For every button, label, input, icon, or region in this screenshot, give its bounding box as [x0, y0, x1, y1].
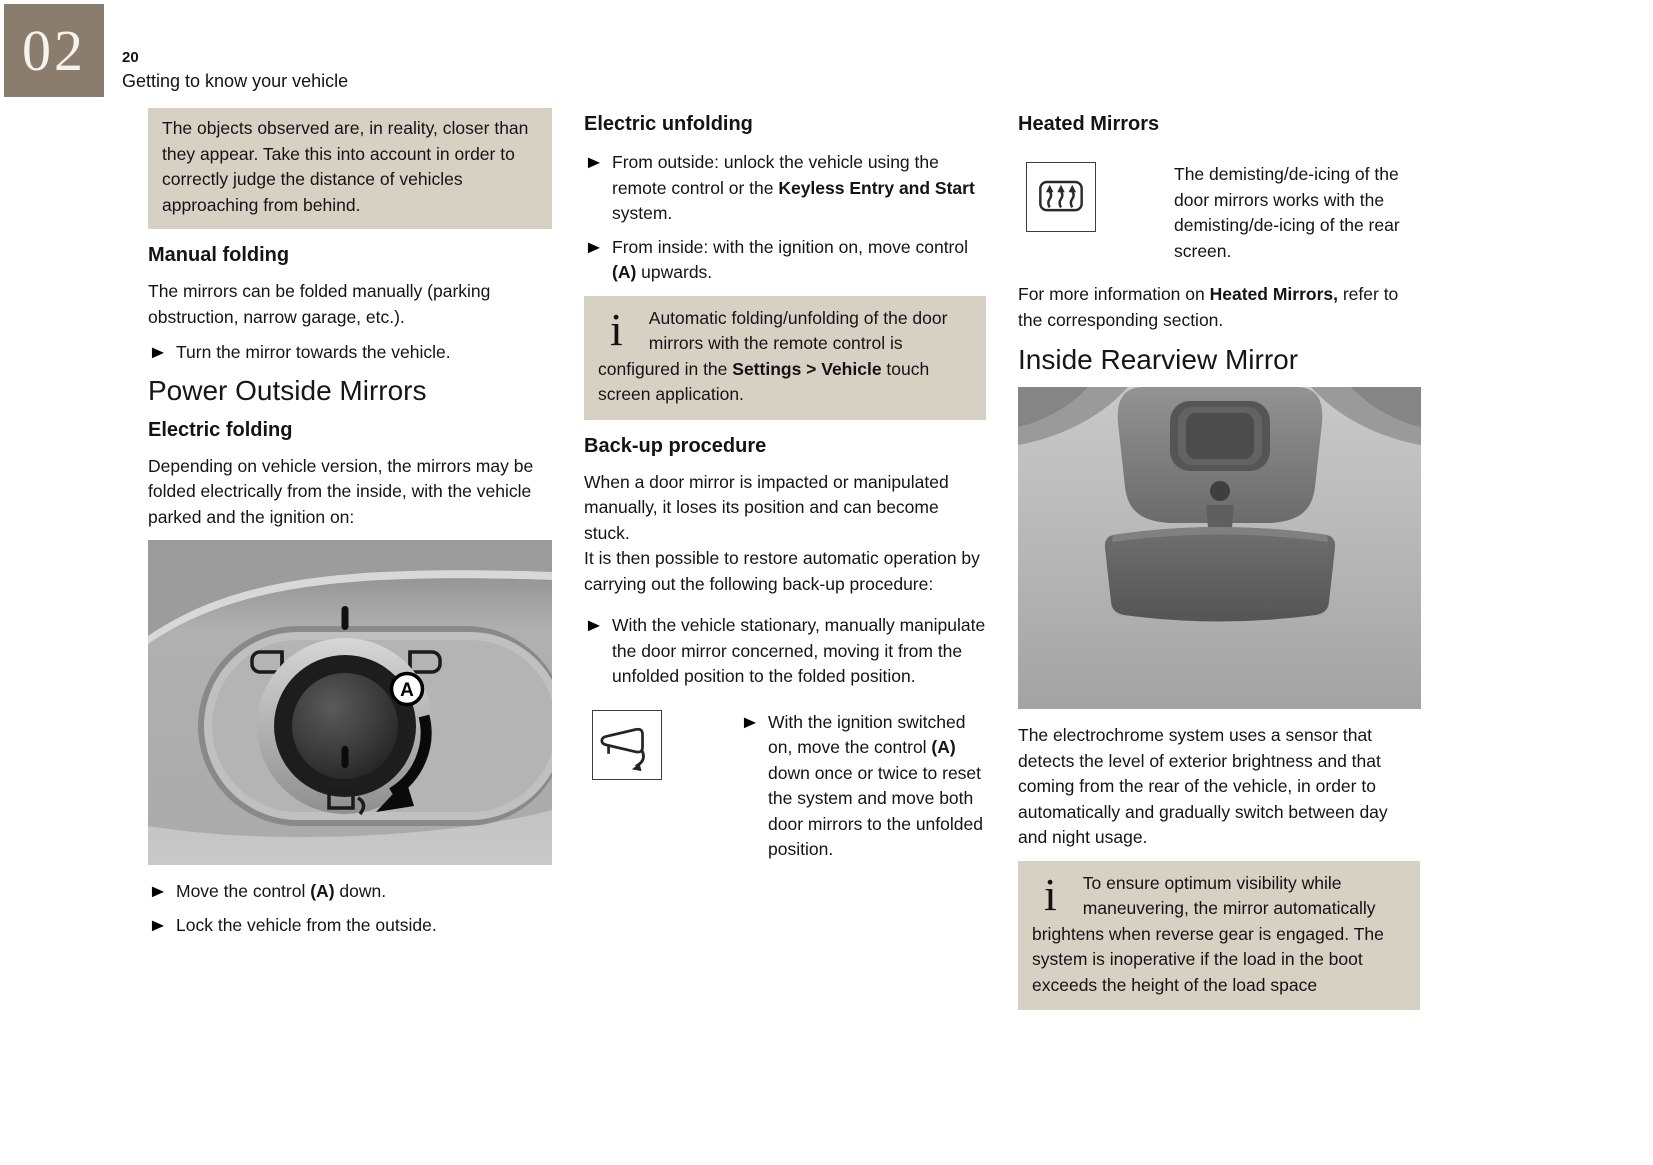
column-middle [584, 108, 986, 863]
step-text-part: From inside: with the ignition on, move control [612, 236, 968, 257]
step-item [148, 340, 552, 366]
column-right [1018, 108, 1420, 1024]
rearview-mirror-image [1018, 387, 1420, 709]
warning-note-text: The objects observed are, in reality, closer than they appear. Take this into account in order to correctly judge the distance of vehicles approaching from behind. [162, 118, 529, 215]
info-text-part: Automatic folding/unfolding of the door mirrors with the remote control is configured in the [598, 307, 948, 379]
info-note-box [584, 296, 986, 420]
chapter-number-badge [4, 4, 104, 97]
rearview-mirror-photo-illustration [1018, 387, 1421, 709]
info-text-part: touch screen application. [598, 358, 930, 404]
para-text-part: For more information on [1018, 284, 1210, 304]
heading-electric-unfolding: Electric unfolding [584, 113, 753, 135]
heading-backup-procedure: Back-up procedure [584, 434, 767, 457]
step-text [612, 150, 986, 227]
step-item [148, 913, 552, 939]
step-text-part: down. [334, 881, 387, 901]
heated-mirrors-more-info [1018, 282, 1420, 333]
manual-folding-intro: The mirrors can be folded manually (parking obstruction, narrow garage, etc.). [148, 281, 491, 327]
step-arrow-icon: ► [148, 342, 168, 362]
heading-electric-folding: Electric folding [148, 418, 293, 441]
step-text-bold: Keyless Entry and Start [778, 177, 975, 198]
para-text-bold: Heated Mirrors, [1209, 284, 1338, 304]
info-note-text: To ensure optimum visibility while maneuvering, the mirror automatically brightens when reverse gear is engaged. The system is inoperative if the load in the boot exceeds the height of the load space [1032, 872, 1384, 995]
step-item [584, 235, 986, 286]
step-text: With the vehicle stationary, manually manipulate the door mirror concerned, moving it from the unfolded position to the folded position. [612, 615, 986, 686]
step-arrow-icon: ► [584, 236, 604, 257]
step-text-part: down once or twice to reset the system and move both door mirrors to the unfolded position. [768, 762, 983, 859]
control-a-label: A [400, 680, 414, 701]
step-item [584, 613, 986, 690]
column-left [148, 108, 552, 946]
step-arrow-icon: ► [148, 914, 168, 935]
heading-power-outside-mirrors: Power Outside Mirrors [148, 374, 427, 406]
step-item [584, 150, 986, 227]
info-icon: i [610, 303, 623, 355]
step-arrow-icon: ► [740, 711, 760, 732]
page-number: 20 [122, 49, 139, 66]
step-text-bold: (A) [310, 881, 335, 901]
info-text-bold: Settings > Vehicle [732, 358, 882, 379]
step-text-part: From outside: unlock the vehicle using the remote control or the [612, 152, 939, 198]
chapter-title: Getting to know your vehicle [122, 71, 349, 91]
heated-mirror-icon-glyph [1030, 166, 1092, 228]
mirror-control-knob-illustration [148, 540, 552, 865]
mirror-fold-icon-glyph [595, 713, 659, 777]
warning-note-box [148, 108, 552, 229]
mirror-control-knob-image [148, 540, 552, 865]
info-icon: i [1044, 868, 1057, 920]
backup-icon-step-row [584, 710, 986, 863]
heated-mirrors-text: The demisting/de-icing of the door mirrors works with the demisting/de-icing of the rear screen. [1174, 164, 1400, 261]
heading-manual-folding: Manual folding [148, 244, 290, 266]
heading-inside-rearview-mirror: Inside Rearview Mirror [1018, 344, 1299, 375]
step-arrow-icon: ► [584, 152, 604, 172]
backup-para-1: When a door mirror is impacted or manipulated manually, it loses its position and can become stuck. [584, 471, 949, 543]
para-text-part: refer to the corresponding section. [1018, 284, 1399, 330]
step-text-part: Move the control [176, 881, 311, 901]
step-text [768, 710, 986, 863]
step-item [148, 879, 552, 905]
step-item [740, 710, 986, 863]
heated-mirror-icon [1026, 162, 1096, 232]
step-text: Lock the vehicle from the outside. [176, 914, 437, 935]
electrochrome-para: The electrochrome system uses a sensor that detects the level of exterior brightness and that coming from the rear of the vehicle, in order to automatically and gradually switch between day and night usage. [1018, 725, 1388, 847]
chapter-number: 02 [22, 17, 86, 83]
step-arrow-icon: ► [584, 615, 604, 635]
info-note-box [1018, 861, 1420, 1011]
electric-folding-intro: Depending on vehicle version, the mirrors may be folded electrically from the inside, with the vehicle parked and the ignition on: [148, 455, 534, 527]
info-note-text [598, 303, 948, 405]
step-text-part: upwards. [636, 262, 713, 282]
step-text-part: With the ignition switched on, move the control [768, 711, 966, 757]
step-text [612, 235, 986, 286]
step-text-bold: (A) [931, 737, 956, 757]
step-text-part: system. [612, 203, 673, 223]
heading-heated-mirrors: Heated Mirrors [1018, 113, 1160, 135]
step-text [176, 879, 552, 905]
mirror-fold-icon [592, 710, 662, 780]
backup-para-2: It is then possible to restore automatic operation by carrying out the following back-up procedure: [584, 548, 980, 594]
step-text: Turn the mirror towards the vehicle. [176, 342, 451, 362]
step-text-bold: (A) [612, 262, 637, 282]
heated-mirrors-icon-row [1018, 162, 1420, 264]
step-arrow-icon: ► [148, 881, 168, 901]
